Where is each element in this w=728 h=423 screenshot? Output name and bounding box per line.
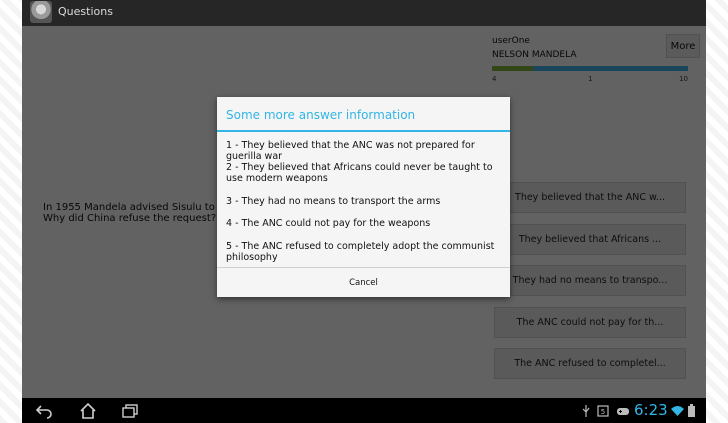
gamepad-icon	[615, 398, 631, 423]
usb-icon	[580, 398, 592, 423]
answer-info-dialog	[217, 97, 510, 297]
svg-text:5: 5	[600, 407, 606, 416]
cancel-button[interactable]: Cancel	[349, 277, 378, 288]
app-title: Questions	[58, 5, 113, 18]
recent-apps-icon[interactable]	[118, 398, 142, 423]
wifi-icon	[670, 398, 684, 423]
status-clock: 6:23	[634, 401, 668, 419]
action-bar	[22, 0, 706, 26]
dialog-title-divider	[217, 130, 510, 132]
back-icon[interactable]	[32, 398, 56, 423]
system-nav-bar	[22, 398, 706, 423]
answer-info-item-3: 3 - They had no means to transport the arms	[226, 196, 441, 207]
home-icon[interactable]	[76, 398, 100, 423]
answer-info-item-5: 5 - The ANC refused to completely adopt the communist philosophy	[226, 241, 495, 263]
battery-icon	[686, 398, 696, 423]
answer-info-item-2: 2 - They believed that Africans could never be taught to use modern weapons	[226, 162, 493, 184]
answer-info-item-1: 1 - They believed that the ANC was not prepared for guerilla war	[226, 140, 475, 162]
answer-info-item-4: 4 - The ANC could not pay for the weapons	[226, 218, 431, 229]
notification-icon	[596, 398, 610, 423]
tablet-screen	[22, 0, 706, 423]
dialog-title: Some more answer information	[226, 108, 416, 122]
app-icon[interactable]	[30, 1, 52, 23]
